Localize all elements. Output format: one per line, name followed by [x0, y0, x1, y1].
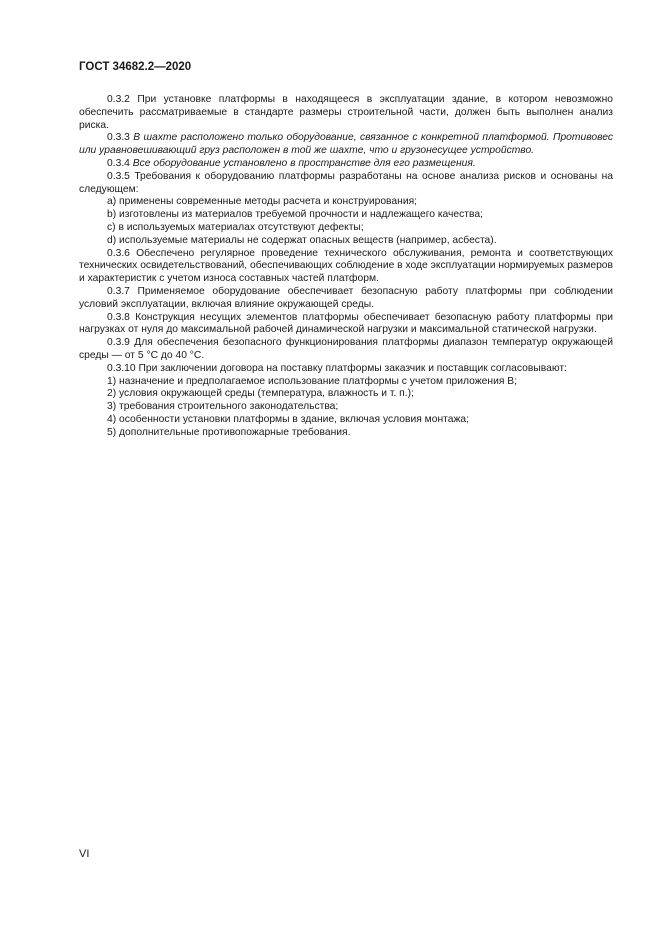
- paragraph-0-3-2: 0.3.2 При установке платформы в находящееся в эксплуатации здание, в котором невозможно обеспечить рассматриваемые в стандарте размеры строительной части, должен быть выполнен анализ риска.: [79, 94, 613, 131]
- list-item: 2) условия окружающей среды (температура, влажность и т. п.);: [107, 388, 414, 400]
- list-item: a) применены современные методы расчета и конструирования;: [107, 196, 418, 208]
- list-item: 1) назначение и предполагаемое использование платформы с учетом приложения В;: [107, 375, 517, 387]
- document-body: [79, 94, 613, 440]
- document-header: ГОСТ 34682.2—2020: [79, 61, 192, 73]
- list-item: c) в используемых материалах отсутствуют дефекты;: [107, 221, 364, 233]
- paragraph-0-3-8: 0.3.8 Конструкция несущих элементов платформы обеспечивает безопасную работу платформы при нагрузках от нуля до максимальной рабочей динамической нагрузки и максимальной статической нагрузки.: [79, 311, 613, 336]
- paragraph-italic-text: В шахте расположено только оборудование, связанное с конкретной платформой. Противовес или уравновешивающий груз расположен в той же шахте, что и грузонесущее устройство.: [79, 132, 613, 157]
- paragraph-0-3-4: [79, 158, 613, 171]
- paragraph-0-3-6: 0.3.6 Обеспечено регулярное проведение технического обслуживания, ремонта и соответствующих технических освидетельствований, обеспечивающих соблюдение в ходе эксплуатации нормируемых размеров и характеристик с учетом износа составных частей платформ.: [79, 247, 613, 285]
- paragraph-0-3-10: 0.3.10 При заключении договора на поставку платформы заказчик и поставщик согласовывают:: [107, 362, 567, 374]
- page-number: VI: [79, 848, 90, 860]
- paragraph-0-3-9: 0.3.9 Для обеспечения безопасного функционирования платформы диапазон температур окружающей среды — от 5 °С до 40 °С.: [79, 337, 613, 361]
- list-item: 5) дополнительные противопожарные требования.: [107, 426, 351, 438]
- list-item: 4) особенности установки платформы в здание, включая условия монтажа;: [107, 413, 469, 425]
- paragraph-0-3-3: [79, 132, 613, 158]
- list-item: d) используемые материалы не содержат опасных веществ (например, асбеста).: [107, 234, 497, 246]
- paragraph-0-3-7: 0.3.7 Применяемое оборудование обеспечивает безопасную работу платформы при соблюдении условий эксплуатации, включая влияние окружающей среды.: [79, 285, 613, 310]
- paragraph-italic-text: Все оборудование установлено в пространстве для его размещения.: [132, 157, 476, 169]
- list-item: b) изготовлены из материалов требуемой прочности и надлежащего качества;: [107, 209, 483, 221]
- list-item: 3) требования строительного законодательства;: [107, 401, 339, 413]
- paragraph-0-3-5: 0.3.5 Требования к оборудованию платформы разработаны на основе анализа рисков и основаны на следующем:: [79, 170, 613, 195]
- paragraph-number: 0.3.4: [107, 157, 133, 169]
- paragraph-number: 0.3.3: [107, 132, 134, 144]
